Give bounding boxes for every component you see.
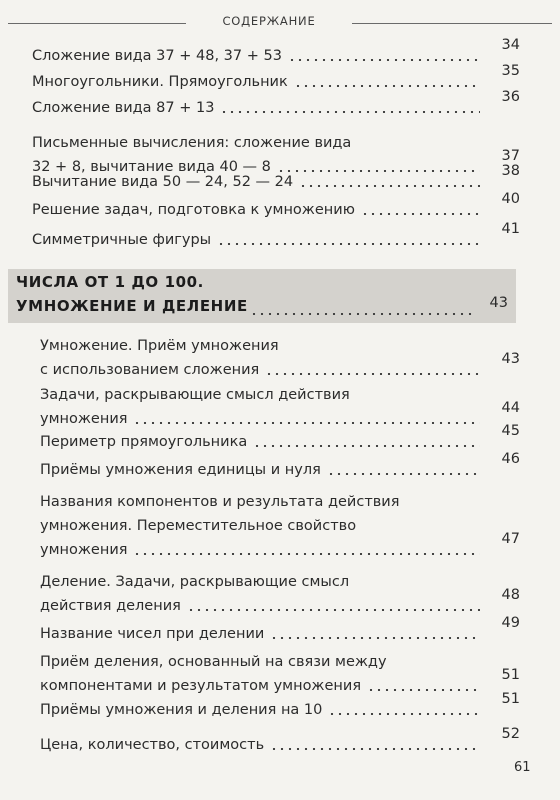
section-title-line1: ЧИСЛА ОТ 1 ДО 100. — [16, 273, 204, 291]
dot-leader — [294, 85, 480, 87]
toc-page-number: 44 — [501, 400, 520, 416]
dot-leader — [133, 422, 480, 424]
toc-entry — [40, 570, 520, 618]
toc-entry-last-line — [40, 358, 520, 382]
toc-entry — [40, 423, 520, 454]
toc-entry-text: Решение задач, подготовка к умножению — [32, 202, 355, 218]
toc-entry-text: компонентами и результатом умножения — [40, 678, 362, 694]
dot-leader — [327, 473, 480, 475]
toc-entry-text: Многоугольники. Прямоугольник — [32, 74, 288, 90]
toc-entry — [40, 691, 520, 722]
dot-leader — [217, 243, 480, 245]
toc-entry-last-line — [40, 407, 520, 431]
header-rule-left — [8, 23, 186, 24]
toc-entry-text: Цена, количество, стоимость — [40, 737, 265, 753]
toc-entry-text: действия деления — [40, 598, 181, 614]
toc-page-number: 47 — [501, 531, 520, 547]
toc-entry — [40, 451, 520, 482]
toc-page-number: 51 — [501, 667, 520, 683]
toc-page-number: 41 — [501, 221, 520, 237]
toc-page-number: 45 — [501, 423, 520, 439]
dot-leader — [270, 748, 480, 750]
toc-entry-last-line — [40, 458, 520, 482]
toc-page-number: 52 — [501, 726, 520, 742]
toc-entry-text: Задачи, раскрывающие смысл действия — [40, 387, 350, 403]
dot-leader — [220, 111, 480, 113]
toc-page-number: 40 — [501, 191, 520, 207]
toc-entry-last-line — [32, 70, 520, 94]
toc-entry-last-line — [40, 430, 520, 454]
toc-page-number: 36 — [501, 89, 520, 105]
toc-entry-last-line — [32, 170, 520, 194]
toc-entry-text: Приёмы умножения единицы и нуля — [40, 462, 321, 478]
toc-entry-text: 32 + 8, вычитание вида 40 — 8 — [32, 159, 271, 175]
toc-entry-text: Названия компонентов и результата действия — [40, 494, 400, 510]
dot-leader — [133, 553, 480, 555]
toc-entry-text: Симметричные фигуры — [32, 232, 212, 248]
toc-entry-text: Письменные вычисления: сложение вида — [32, 135, 352, 151]
toc-entry-text: с использованием сложения — [40, 362, 260, 378]
toc-page-number: 48 — [501, 587, 520, 603]
toc-page-number: 35 — [501, 63, 520, 79]
toc-entry-text: Умножение. Приём умножения — [40, 338, 279, 354]
toc-entry-last-line — [40, 698, 520, 722]
toc-page-number: 49 — [501, 615, 520, 631]
toc-entry — [32, 89, 520, 120]
toc-entry-last-line — [32, 198, 520, 222]
toc-entry — [40, 615, 520, 646]
toc-entry — [40, 726, 520, 757]
toc-entry-text: умножения — [40, 542, 128, 558]
dot-leader — [299, 185, 480, 187]
toc-entry-text: Сложение вида 87 + 13 — [32, 100, 215, 116]
dot-leader — [288, 59, 480, 61]
toc-entry-text: Сложение вида 37 + 48, 37 + 53 — [32, 48, 282, 64]
toc-entry-text: Приёмы умножения и деления на 10 — [40, 702, 323, 718]
toc-header — [0, 14, 560, 34]
toc-entry-text: умножения — [40, 411, 128, 427]
toc-page-number: 46 — [501, 451, 520, 467]
toc-entry — [40, 650, 520, 698]
toc-entry — [32, 63, 520, 94]
toc-entry — [40, 334, 520, 382]
toc-entry — [40, 383, 520, 431]
dot-leader — [250, 313, 476, 315]
toc-page-number: 38 — [501, 163, 520, 179]
dot-leader — [270, 637, 480, 639]
toc-entry-text: Вычитание вида 50 — 24, 52 — 24 — [32, 174, 294, 190]
toc-entry-text: Название чисел при делении — [40, 626, 265, 642]
toc-entry-last-line — [40, 733, 520, 757]
toc-entry — [40, 490, 520, 562]
toc-page-number: 51 — [501, 691, 520, 707]
toc-entry-last-line — [40, 594, 520, 618]
toc-entry-text: Приём деления, основанный на связи между — [40, 654, 387, 670]
toc-entry-text: Деление. Задачи, раскрывающие смысл — [40, 574, 350, 590]
toc-entry-last-line — [40, 538, 520, 562]
toc-entry-last-line — [32, 228, 520, 252]
dot-leader — [367, 689, 480, 691]
page-number: 61 — [514, 760, 531, 775]
dot-leader — [265, 373, 480, 375]
dot-leader — [253, 445, 480, 447]
toc-page-number: 37 — [501, 148, 520, 164]
toc-page-number: 34 — [501, 37, 520, 53]
section-page-number: 43 — [489, 295, 508, 311]
toc-entry-text: Периметр прямоугольника — [40, 434, 248, 450]
section-heading — [8, 269, 516, 323]
dot-leader — [328, 713, 480, 715]
section-title-line2: УМНОЖЕНИЕ И ДЕЛЕНИЕ — [16, 297, 248, 315]
toc-page-number: 43 — [501, 351, 520, 367]
toc-entry-last-line — [32, 44, 520, 68]
header-rule-right — [352, 23, 552, 24]
toc-entry — [32, 221, 520, 252]
toc-entry-last-line — [40, 622, 520, 646]
dot-leader — [187, 609, 480, 611]
toc-entry-last-line — [40, 674, 520, 698]
toc-entry-text: умножения. Переместительное свойство — [40, 518, 357, 534]
dot-leader — [361, 213, 480, 215]
toc-entry-last-line — [32, 96, 520, 120]
toc-entry — [32, 37, 520, 68]
toc-entry — [32, 191, 520, 222]
toc-title: СОДЕРЖАНИЕ — [222, 14, 316, 28]
